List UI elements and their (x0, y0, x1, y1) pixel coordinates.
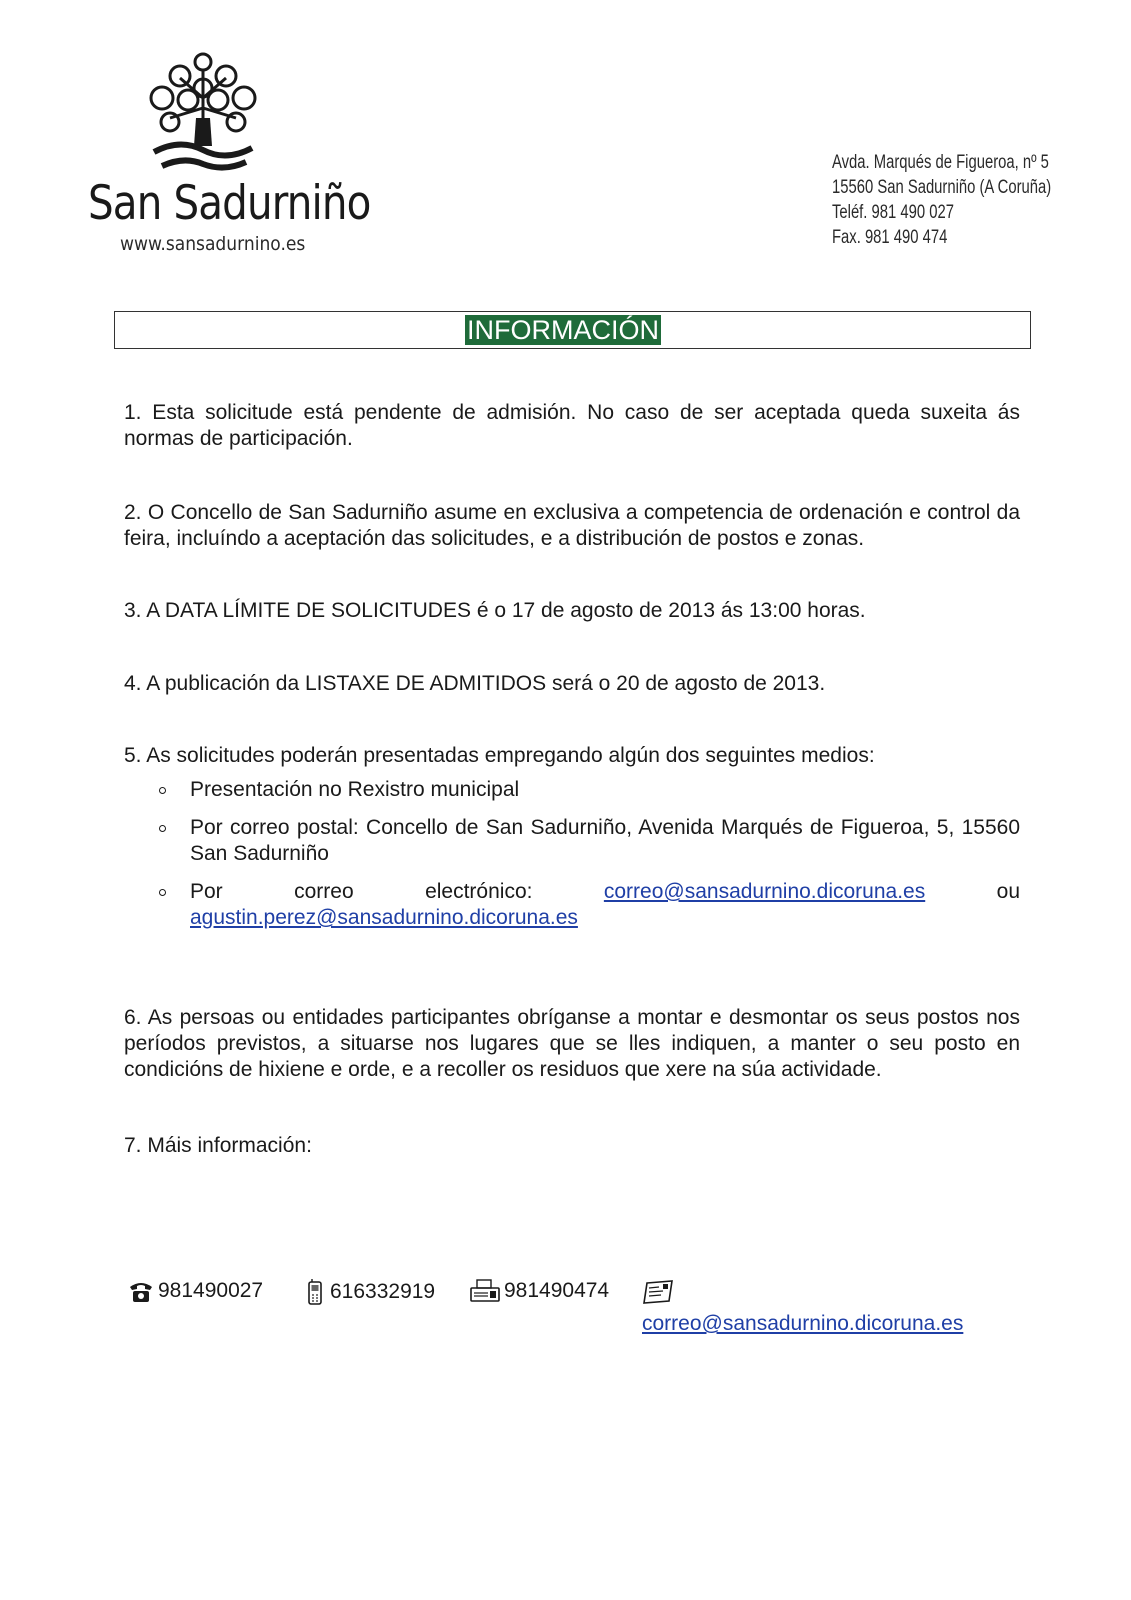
email-icon (641, 1278, 675, 1304)
email-option-word: electrónico: (425, 880, 533, 903)
telephone-icon (128, 1278, 154, 1304)
info-item-2: 2. O Concello de San Sadurniño asume en exclusiva a competencia de ordenación e control da feira, incluíndo a aceptación das solicitudes, e a distribución de postos e zonas. (124, 501, 1020, 550)
mobile-number: 616332919 (330, 1280, 436, 1303)
address-line-city: 15560 San Sadurniño (A Coruña) (832, 177, 1052, 198)
contact-fax (470, 1278, 609, 1304)
email-link-correo[interactable]: correo@sansadurnino.dicoruna.es (603, 880, 926, 903)
info-item-5: 5. As solicitudes poderán presentadas empregando algún dos seguintes medios: (124, 744, 875, 767)
email-option-or: ou (996, 880, 1020, 903)
list-item: Presentación no Rexistro municipal (124, 777, 1020, 803)
mobile-phone-icon (304, 1278, 326, 1306)
address-line-fax: Fax. 981 490 474 (832, 227, 948, 248)
brand-website: www.sansadurnino.es (120, 233, 306, 255)
contact-row (128, 1278, 1028, 1308)
contact-email-icon-group (641, 1278, 675, 1304)
contact-phone (128, 1278, 263, 1304)
brand-name: San Sadurniño (88, 176, 371, 231)
title-banner (114, 311, 1031, 349)
info-item-4: 4. A publicación da LISTAXE DE ADMITIDOS será o 20 de agosto de 2013. (124, 672, 826, 695)
address-line-street: Avda. Marqués de Figueroa, nº 5 (832, 152, 1049, 173)
information-list (124, 400, 1020, 1159)
info-item-6: 6. As persoas ou entidades participantes obríganse a montar e desmontar os seus postos nos períodos previstos, a situarse nos lugares que se lles indiquen, a manter o seu posto en condicións de hixiene e orde, e a recoller os residuos que xere na súa actividade. (124, 1006, 1020, 1081)
info-item-3: 3. A DATA LÍMITE DE SOLICITUDES é o 17 de agosto de 2013 ás 13:00 horas. (124, 599, 866, 622)
municipal-logo (88, 48, 371, 258)
list-item (124, 879, 1020, 931)
address-block (832, 150, 1051, 250)
email-option-line (190, 879, 1020, 905)
info-item-1: 1. Esta solicitude está pendente de admisión. No caso de ser aceptada queda suxeita ás normas de participación. (124, 401, 1020, 450)
fax-icon (470, 1278, 500, 1304)
email-link-agustin[interactable]: agustin.perez@sansadurnino.dicoruna.es (190, 906, 578, 929)
contact-mobile (304, 1278, 435, 1306)
email-option-word: correo (294, 880, 354, 903)
info-item-7: 7. Máis información: (124, 1134, 312, 1157)
phone-number: 981490027 (158, 1279, 264, 1302)
contact-email-link[interactable]: correo@sansadurnino.dicoruna.es (642, 1312, 964, 1335)
page-title: INFORMACIÓN (467, 315, 659, 345)
tree-logo-icon (140, 48, 266, 178)
list-item: Por correo postal: Concello de San Sadurniño, Avenida Marqués de Figueroa, 5, 15560 San Sadurniño (124, 815, 1020, 867)
address-line-phone: Teléf. 981 490 027 (832, 202, 954, 223)
submission-methods-list (124, 777, 1020, 931)
fax-number: 981490474 (504, 1279, 610, 1302)
email-option-word: Por (190, 880, 223, 903)
